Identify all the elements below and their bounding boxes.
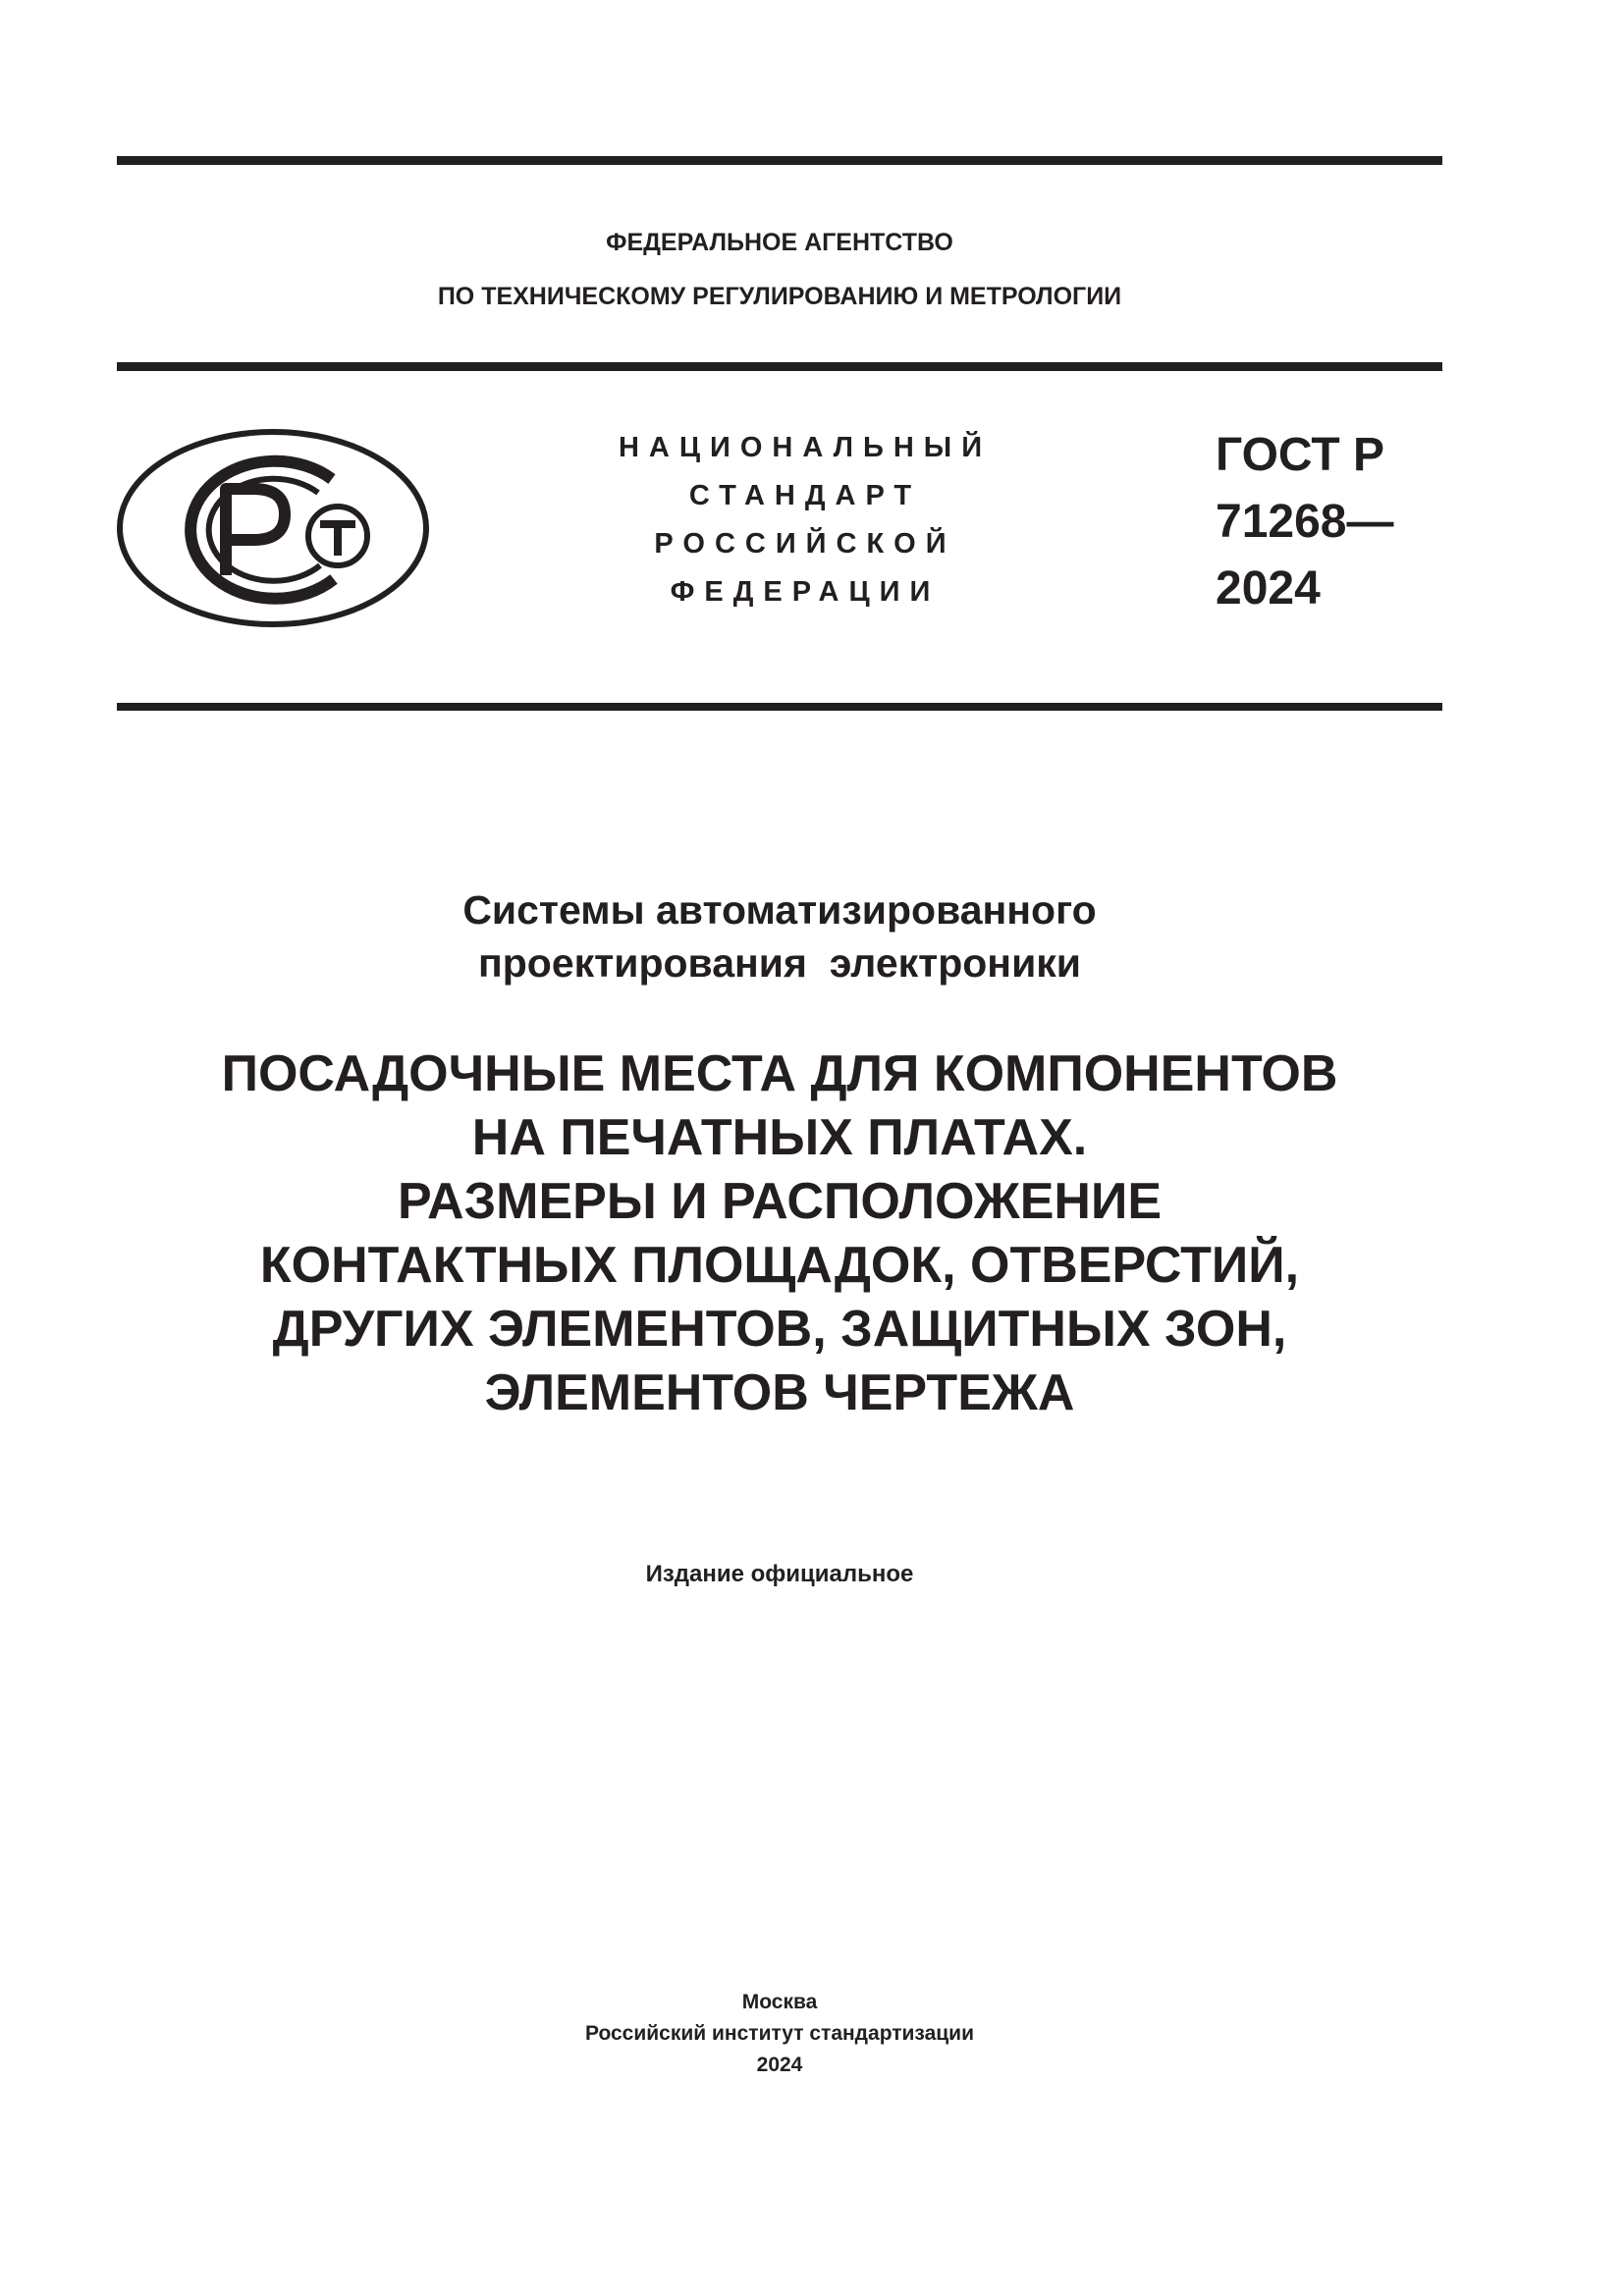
imprint-year: 2024 xyxy=(756,2054,803,2076)
gost-line-2: 71268— xyxy=(1216,496,1394,548)
document-subtitle xyxy=(117,883,1442,989)
middle-rule xyxy=(117,362,1442,371)
national-standard-label xyxy=(579,424,1031,616)
title-line-2: НА ПЕЧАТНЫХ ПЛАТАХ. xyxy=(471,1109,1088,1166)
rst-emblem-icon xyxy=(116,428,430,628)
title-line-4: КОНТАКТНЫХ ПЛОЩАДОК, ОТВЕРСТИЙ, xyxy=(259,1237,1300,1294)
standard-line-3: РОССИЙСКОЙ xyxy=(654,528,956,560)
document-title xyxy=(117,1042,1442,1425)
imprint-city: Москва xyxy=(741,1991,818,2013)
subtitle-line-2: проектирования электроники xyxy=(478,940,1081,986)
standard-line-1: НАЦИОНАЛЬНЫЙ xyxy=(618,432,993,463)
bottom-rule xyxy=(117,703,1442,711)
agency-header xyxy=(117,216,1442,324)
subtitle-line-1: Системы автоматизированного xyxy=(462,887,1097,933)
top-rule xyxy=(117,156,1442,165)
agency-line-2: ПО ТЕХНИЧЕСКОМУ РЕГУЛИРОВАНИЮ И МЕТРОЛОГИИ xyxy=(437,283,1122,310)
gost-designation xyxy=(1216,422,1393,622)
imprint-block xyxy=(117,1987,1442,2081)
standard-line-4: ФЕДЕРАЦИИ xyxy=(670,576,941,608)
title-line-5: ДРУГИХ ЭЛЕМЕНТОВ, ЗАЩИТНЫХ ЗОН, xyxy=(272,1301,1287,1358)
title-line-1: ПОСАДОЧНЫЕ МЕСТА ДЛЯ КОМПОНЕНТОВ xyxy=(221,1045,1338,1102)
title-line-6: ЭЛЕМЕНТОВ ЧЕРТЕЖА xyxy=(484,1364,1075,1421)
gost-line-3: 2024 xyxy=(1216,562,1321,614)
standard-line-2: СТАНДАРТ xyxy=(688,480,922,511)
imprint-publisher: Российский институт стандартизации xyxy=(584,2022,975,2045)
agency-line-1: ФЕДЕРАЛЬНОЕ АГЕНТСТВО xyxy=(606,229,953,256)
gost-line-1: ГОСТ Р xyxy=(1216,429,1385,481)
edition-label: Издание официальное xyxy=(645,1561,914,1587)
title-line-3: РАЗМЕРЫ И РАСПОЛОЖЕНИЕ xyxy=(397,1173,1163,1230)
